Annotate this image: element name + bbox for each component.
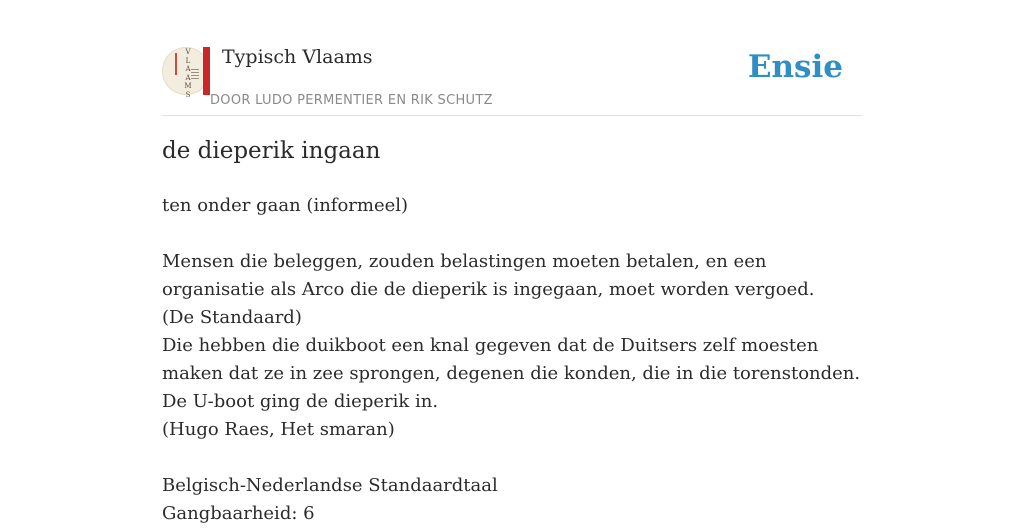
entry-body	[162, 192, 862, 528]
language-label: Belgisch-Nederlandse Standaardtaal	[162, 475, 498, 496]
blog-title-link[interactable]: Typisch Vlaams	[222, 46, 373, 68]
usage-label: Gangbaarheid: 6	[162, 503, 315, 524]
entry-title: de dieperik ingaan	[162, 138, 381, 164]
book-cover-avatar[interactable]	[162, 47, 210, 99]
example-quote: Mensen die beleggen, zouden belastingen moeten betalen, en een organisatie als Arco die de dieperik is ingegaan, moet worden vergoed.	[162, 251, 815, 300]
example-quote: Die hebben die duikboot een knal gegeven dat de Duitsers zelf moesten maken dat ze in zee sprongen, degenen die konden, die in die torenstonden. De U-boot ging de dieperik in.	[162, 335, 861, 412]
byline: DOOR LUDO PERMENTIER EN RIK SCHUTZ	[210, 93, 493, 108]
paragraph-gap	[162, 220, 862, 248]
example-source: (Hugo Raes, Het smaran)	[162, 419, 395, 440]
ensie-logo-link[interactable]: Ensie	[747, 49, 843, 85]
entry-definition: ten onder gaan (informeel)	[162, 195, 409, 216]
book-cover-letters: V L A A M S	[184, 48, 192, 99]
example-source: (De Standaard)	[162, 307, 302, 328]
paragraph-gap	[162, 444, 862, 472]
cover-accent-line	[175, 53, 177, 75]
blog-header	[162, 44, 862, 116]
cover-text-lines	[191, 69, 199, 79]
cover-red-strip	[203, 47, 210, 95]
